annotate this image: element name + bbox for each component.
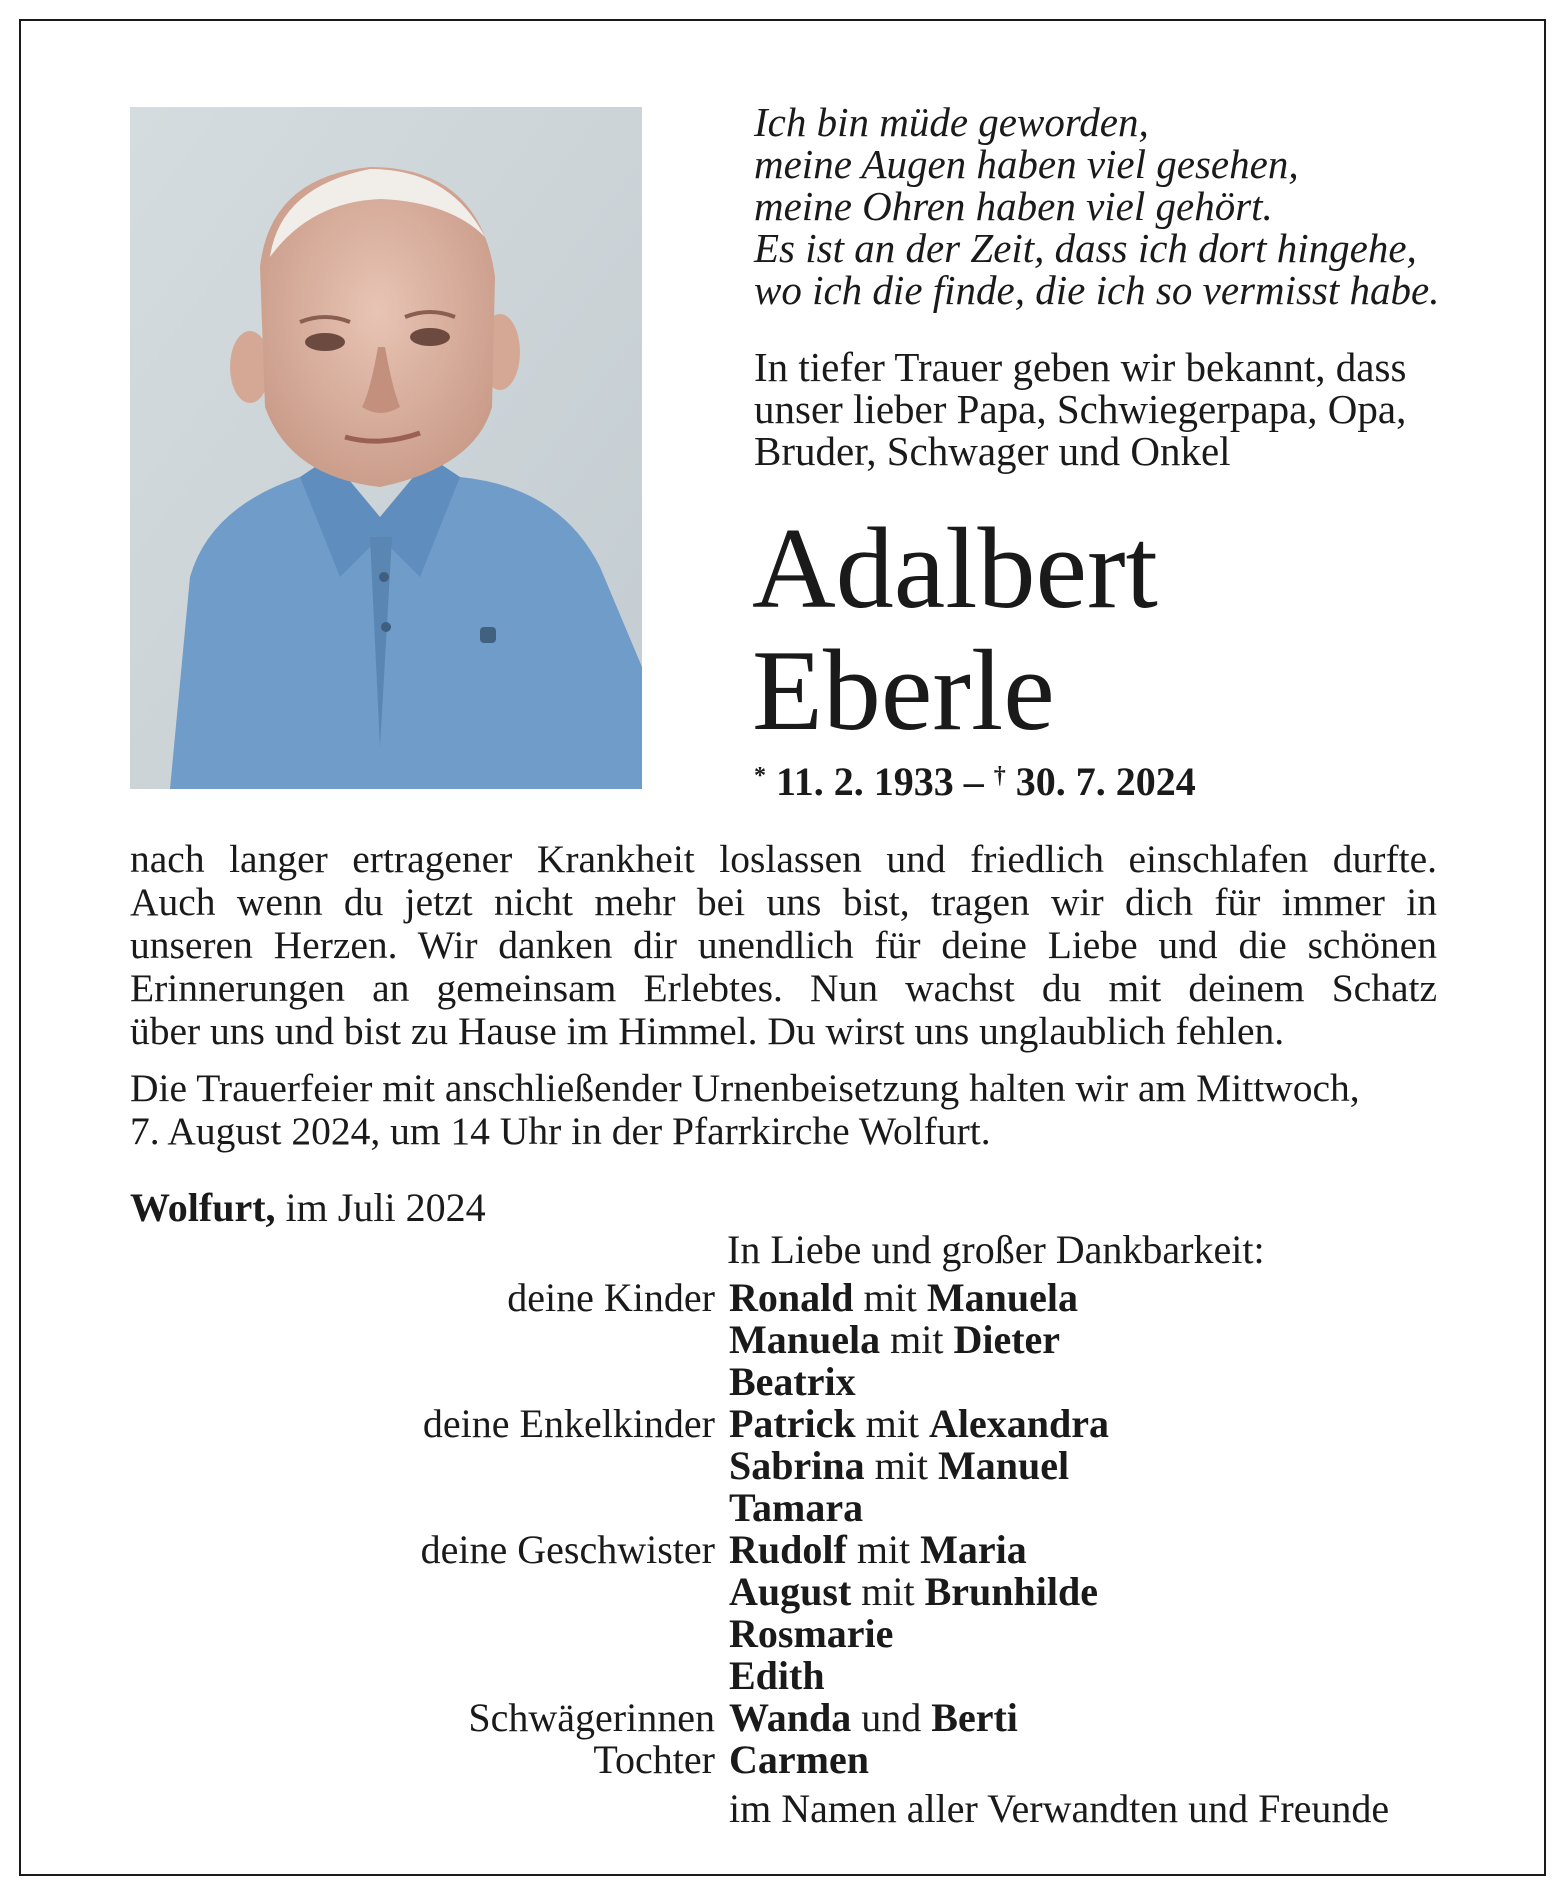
portrait-photo xyxy=(130,107,642,789)
joiner: mit xyxy=(864,1443,938,1488)
body-line: Erinnerungen an gemeinsam Erlebtes. Nun wachst du mit deinem Schatz xyxy=(130,966,1437,1010)
mourner-name: Beatrix xyxy=(729,1359,856,1404)
month-year: im Juli 2024 xyxy=(275,1185,486,1230)
mourner-row xyxy=(0,1697,1567,1739)
first-name: Adalbert xyxy=(752,505,1158,633)
thanks-line: In Liebe und großer Dankbarkeit: xyxy=(727,1227,1265,1272)
funeral-info xyxy=(130,1067,1437,1153)
intro-line: In tiefer Trauer geben wir bekannt, dass xyxy=(754,344,1407,390)
mourner-row xyxy=(0,1613,1567,1655)
funeral-line: 7. August 2024, um 14 Uhr in der Pfarrkirche Wolfurt. xyxy=(130,1109,991,1153)
mourner-name: Rudolf xyxy=(729,1527,847,1572)
mourner-name: Manuela xyxy=(729,1317,881,1362)
funeral-line: Die Trauerfeier mit anschließender Urnenbeisetzung halten wir am Mittwoch, xyxy=(130,1066,1360,1110)
joiner: mit xyxy=(853,1275,927,1320)
mourner-row xyxy=(0,1655,1567,1697)
intro-line: Bruder, Schwager und Onkel xyxy=(754,428,1231,474)
obituary-text xyxy=(130,838,1437,1053)
date-separator: – xyxy=(963,759,984,804)
mourner-name: August xyxy=(729,1569,852,1614)
poem-line: meine Ohren haben viel gehört. xyxy=(754,183,1273,229)
body-line: unseren Herzen. Wir danken dir unendlich für deine Liebe und die schönen xyxy=(130,923,1437,967)
joiner: mit xyxy=(855,1401,929,1446)
joiner: mit xyxy=(880,1317,954,1362)
mourner-name: Patrick xyxy=(729,1401,856,1446)
mourner-row xyxy=(0,1445,1567,1487)
relation: deine Kinder xyxy=(507,1275,715,1320)
birth-date: 11. 2. 1933 xyxy=(776,759,954,804)
mourner-name: Ronald xyxy=(729,1275,854,1320)
mourner-name: Wanda xyxy=(729,1695,852,1740)
deceased-name xyxy=(752,505,1158,755)
poem-line: wo ich die finde, die ich so vermisst habe. xyxy=(754,267,1440,313)
mourner-name: Dieter xyxy=(953,1317,1061,1362)
poem-line: Es ist an der Zeit, dass ich dort hingehe, xyxy=(754,225,1417,271)
mourner-name: Edith xyxy=(729,1653,825,1698)
mourner-name: Manuel xyxy=(937,1443,1070,1488)
mourners-list xyxy=(0,1277,1567,1781)
mourner-row xyxy=(0,1739,1567,1781)
body-line: Auch wenn du jetzt nicht mehr bei uns bist, tragen wir dich für immer in xyxy=(130,880,1437,924)
mourner-name: Sabrina xyxy=(729,1443,865,1488)
joiner: mit xyxy=(846,1527,921,1572)
mourner-name: Maria xyxy=(920,1527,1027,1572)
death-date: 30. 7. 2024 xyxy=(1015,759,1196,804)
mourner-row xyxy=(0,1319,1567,1361)
closing-line: im Namen aller Verwandten und Freunde xyxy=(729,1786,1390,1831)
mourner-name: Manuela xyxy=(926,1275,1078,1320)
mourner-name: Carmen xyxy=(729,1737,869,1782)
relation: Schwägerinnen xyxy=(468,1695,715,1740)
town: Wolfurt, xyxy=(130,1185,276,1230)
birth-symbol: * xyxy=(754,763,766,789)
last-name: Eberle xyxy=(752,627,1055,755)
relation: Tochter xyxy=(593,1737,715,1782)
life-dates xyxy=(754,758,1196,805)
intro-line: unser lieber Papa, Schwiegerpapa, Opa, xyxy=(754,386,1407,432)
joiner: und xyxy=(851,1695,932,1740)
mourner-row xyxy=(0,1571,1567,1613)
poem-line: meine Augen haben viel gesehen, xyxy=(754,141,1299,187)
poem xyxy=(754,101,1494,311)
mourner-row xyxy=(0,1487,1567,1529)
mourner-name: Tamara xyxy=(729,1485,864,1530)
joiner: mit xyxy=(851,1569,925,1614)
mourner-name: Alexandra xyxy=(928,1401,1109,1446)
relation: deine Enkelkinder xyxy=(422,1401,715,1446)
announcement-intro xyxy=(754,346,1494,472)
mourner-name: Brunhilde xyxy=(924,1569,1099,1614)
mourner-row xyxy=(0,1361,1567,1403)
death-symbol: † xyxy=(993,763,1006,789)
mourner-name: Rosmarie xyxy=(729,1611,894,1656)
mourner-row xyxy=(0,1403,1567,1445)
place-date xyxy=(130,1184,486,1231)
body-line: über uns und bist zu Hause im Himmel. Du wirst uns unglaublich fehlen. xyxy=(130,1009,1285,1053)
poem-line: Ich bin müde geworden, xyxy=(754,99,1149,145)
mourner-name: Berti xyxy=(931,1695,1018,1740)
relation: deine Geschwister xyxy=(420,1527,715,1572)
body-line: nach langer ertragener Krankheit loslassen und friedlich einschlafen durfte. xyxy=(130,837,1437,881)
mourner-row xyxy=(0,1529,1567,1571)
mourner-row xyxy=(0,1277,1567,1319)
